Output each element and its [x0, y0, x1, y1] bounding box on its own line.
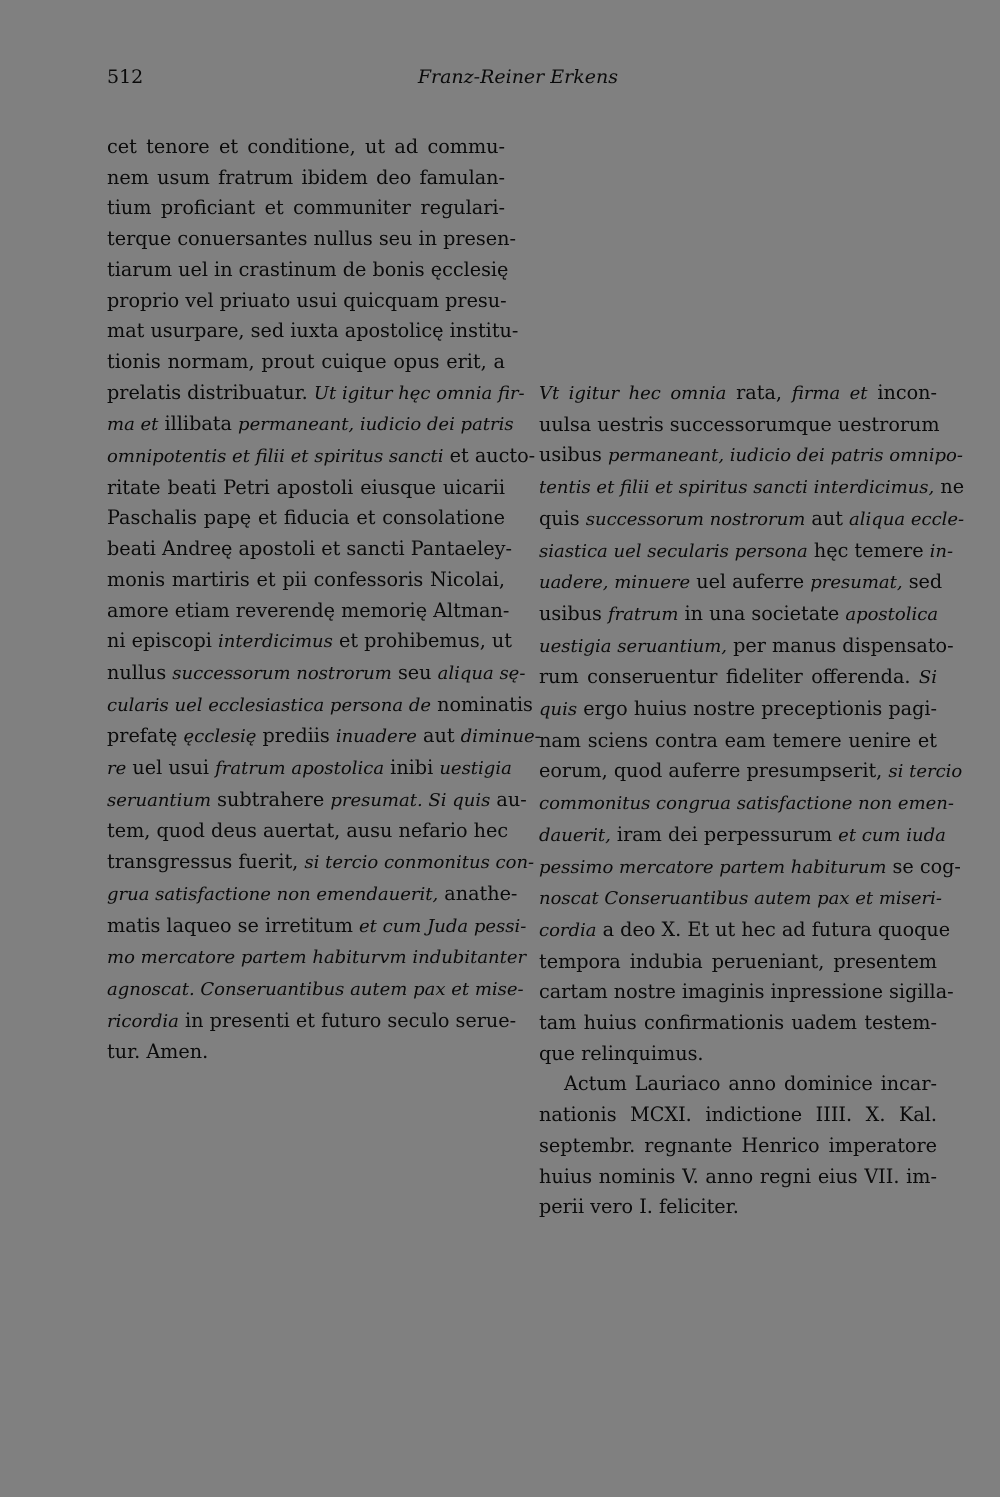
text-segment: prediis	[256, 724, 336, 748]
italic-segment: omnipotentis et filii et spiritus sancti	[107, 446, 444, 468]
text-segment: tempora indubia perueniant, presentem	[539, 949, 937, 973]
italic-segment: permaneant, iudicio dei patris	[238, 414, 514, 436]
italic-segment: uestigia seruantium,	[539, 635, 727, 657]
text-line	[539, 504, 965, 536]
text-segment: cet tenore et conditione, ut ad commu-	[107, 135, 505, 158]
italic-segment: mo mercatore partem habiturvm indubitanter	[107, 947, 527, 969]
text-line	[107, 658, 526, 690]
italic-segment: aliqua eccle-	[849, 508, 965, 530]
text-line	[539, 694, 937, 726]
text-line	[539, 631, 954, 663]
text-segment: monis martiris et pii confessoris Nicolai,	[107, 567, 505, 591]
text-line	[539, 1100, 937, 1131]
text-segment: rata,	[726, 381, 792, 404]
text-segment: huius nominis V. anno regni eius VII. im-	[539, 1164, 937, 1188]
text-segment: beati Andreę apostoli et sancti Pantaeley-	[107, 537, 512, 561]
text-line	[107, 721, 541, 753]
italic-segment: ricordia	[107, 1010, 179, 1032]
text-line	[107, 1006, 517, 1038]
text-segment: rum conseruentur fideliter offerenda.	[539, 665, 919, 689]
italic-segment: ma et	[107, 414, 159, 436]
page-number: 512	[107, 66, 144, 88]
text-line	[539, 915, 951, 947]
text-line	[539, 1069, 937, 1100]
text-segment: se cog-	[886, 854, 961, 878]
text-line	[539, 852, 961, 884]
text-line	[107, 785, 527, 817]
text-segment: nem usum fratrum ibidem deo famulan-	[107, 165, 505, 189]
italic-segment: grua satisfactione non emendauerit,	[107, 883, 439, 905]
text-segment: ritate beati Petri apostoli eiusque uicarii	[107, 475, 505, 499]
italic-segment: successorum nostrorum	[172, 662, 392, 684]
text-line	[539, 1192, 937, 1223]
italic-segment: fratrum	[607, 603, 679, 625]
text-line	[539, 440, 963, 472]
text-segment: incon-	[867, 381, 937, 404]
text-segment: nationis MCXI. indictione IIII. X. Kal.	[539, 1103, 937, 1127]
text-line	[107, 974, 524, 1006]
text-line	[539, 1008, 937, 1039]
text-segment: tam huius confirmationis uadem testem-	[539, 1011, 937, 1035]
italic-segment: successorum nostrorum	[585, 508, 806, 530]
text-segment: mat usurpare, sed iuxta apostolicę institu-	[107, 319, 519, 343]
text-segment: terque conuersantes nullus seu in presen-	[107, 227, 516, 251]
text-line	[539, 788, 954, 820]
text-line	[539, 410, 940, 441]
text-segment: ni episcopi	[107, 629, 219, 653]
text-line	[107, 163, 505, 194]
text-line	[107, 690, 533, 722]
text-segment: au-	[490, 787, 527, 811]
text-line	[107, 409, 514, 441]
italic-segment: si tercio	[888, 761, 963, 783]
text-segment: perii vero I. feliciter.	[539, 1195, 739, 1219]
italic-segment: Ut igitur hęc omnia fir-	[313, 382, 525, 404]
text-segment: aut	[416, 724, 461, 748]
text-segment: aut	[805, 506, 850, 530]
text-segment: Actum Lauriaco anno dominice incar-	[564, 1072, 937, 1096]
text-segment: usibus	[539, 601, 608, 625]
text-line	[107, 596, 510, 627]
text-line	[539, 883, 943, 915]
italic-segment: quis	[539, 699, 578, 721]
text-line	[107, 847, 535, 879]
text-line	[107, 942, 527, 974]
text-line	[539, 662, 937, 694]
text-segment: seu	[391, 660, 438, 684]
text-line	[539, 726, 937, 757]
text-line	[107, 1037, 505, 1068]
italic-segment: uestigia	[439, 758, 512, 780]
text-segment: subtrahere	[211, 787, 331, 811]
text-segment: cartam nostre imaginis inpressione sigilla-	[539, 980, 954, 1004]
text-line	[539, 567, 943, 599]
italic-segment: in-	[929, 540, 954, 562]
text-segment: et aucto-	[443, 444, 536, 468]
text-segment: ergo huius nostre preceptionis pagi-	[577, 697, 937, 721]
italic-segment: cordia	[539, 919, 597, 941]
text-segment: usibus	[539, 443, 608, 467]
italic-segment: tentis et filii et spiritus sancti interdicimus,	[539, 477, 935, 499]
italic-segment: ęcclesię	[183, 726, 257, 748]
text-segment: uel auferre	[690, 570, 811, 594]
text-line	[539, 1039, 937, 1070]
left-column-text	[107, 132, 541, 1068]
text-segment: ne	[934, 475, 965, 499]
text-line	[107, 347, 505, 378]
text-segment: in una societate	[678, 601, 846, 625]
text-segment: tem, quod deus auertat, ausu nefario hec	[107, 819, 509, 843]
running-title: Franz-Reiner Erkens	[417, 66, 618, 88]
italic-segment: Vt igitur hec omnia	[539, 383, 727, 404]
text-segment: hęc temere	[807, 538, 930, 562]
italic-segment: presumat,	[810, 572, 903, 594]
italic-segment: et cum iuda	[838, 824, 946, 846]
text-segment: tiarum uel in crastinum de bonis ęcclesię	[107, 257, 509, 281]
italic-segment: Si	[918, 667, 937, 689]
italic-segment: apostolica	[845, 603, 939, 625]
italic-segment: interdicimus	[218, 631, 333, 653]
italic-segment: fratrum apostolica	[215, 758, 385, 780]
text-line	[107, 224, 516, 255]
text-line	[539, 756, 963, 788]
text-segment: uulsa uestris successorumque uestrorum	[539, 412, 940, 436]
italic-segment: si tercio conmonitus con-	[304, 852, 535, 874]
text-segment: amore etiam reverendę memorię Altman-	[107, 598, 510, 622]
text-line	[539, 820, 946, 852]
italic-segment: re	[107, 758, 127, 780]
text-segment: prefatę	[107, 724, 184, 748]
italic-segment: cularis uel ecclesiastica persona de	[107, 694, 431, 716]
italic-segment: agnoscat. Conseruantibus autem pax et mise-	[107, 978, 524, 1000]
text-segment: eorum, quod auferre presumpserit,	[539, 759, 889, 783]
italic-segment: permaneant, iudicio dei patris omnipo-	[607, 445, 963, 467]
text-segment: iram dei perpessurum	[610, 822, 839, 846]
italic-segment: pessimo mercatore partem habiturum	[539, 856, 887, 878]
italic-segment: presumat. Si quis	[330, 789, 491, 811]
text-segment: quis	[539, 506, 586, 530]
text-segment: uel usui	[126, 756, 216, 780]
italic-segment: noscat Conseruantibus autem pax et miseri-	[539, 888, 943, 910]
text-segment: tium proficiant et communiter regulari-	[107, 196, 505, 220]
text-segment: transgressus fuerit,	[107, 850, 305, 874]
italic-segment: firma et	[791, 383, 868, 404]
text-line	[107, 473, 505, 504]
page-header	[107, 66, 618, 96]
text-line	[107, 316, 519, 347]
text-segment: nam sciens contra eam temere uenire et	[539, 728, 937, 752]
text-line	[107, 503, 505, 534]
right-column-text	[539, 378, 965, 1223]
text-line	[539, 472, 965, 504]
text-segment: tur. Amen.	[107, 1040, 209, 1064]
text-segment: inibi	[384, 756, 440, 780]
text-line	[107, 879, 518, 911]
text-segment: Paschalis papę et fiducia et consolatione	[107, 506, 505, 530]
text-segment: matis laqueo se irretitum	[107, 913, 359, 937]
text-line	[107, 753, 512, 785]
text-line	[539, 1131, 937, 1162]
text-segment: que relinquimus.	[539, 1041, 704, 1065]
text-segment: prelatis distribuatur.	[107, 380, 314, 404]
text-line	[107, 565, 505, 596]
text-line	[107, 193, 505, 224]
italic-segment: commonitus congrua satisfactione non emen-	[539, 793, 954, 815]
italic-segment: diminue-	[460, 726, 541, 748]
text-segment: illibata	[158, 412, 239, 436]
text-line	[539, 378, 937, 410]
text-line	[539, 536, 954, 568]
text-segment: nominatis	[431, 692, 533, 716]
text-segment: et prohibemus, ut	[332, 629, 512, 653]
text-segment: a deo X. Et ut hec ad futura quoque	[596, 917, 951, 941]
italic-segment: uadere, minuere	[539, 572, 691, 594]
text-segment: in presenti et futuro seculo serue-	[178, 1008, 517, 1032]
text-line	[107, 911, 527, 943]
text-line	[107, 816, 509, 847]
text-line	[107, 534, 512, 565]
text-line	[107, 286, 505, 317]
text-line	[107, 132, 505, 163]
text-segment: proprio vel priuato usui quicquam presu-	[107, 288, 507, 312]
text-line	[539, 977, 954, 1008]
text-line	[107, 255, 509, 286]
italic-segment: seruantium	[107, 789, 212, 811]
text-line	[539, 1162, 937, 1193]
italic-segment: aliqua sę-	[437, 662, 526, 684]
text-segment: septembr. regnante Henrico imperatore	[539, 1133, 937, 1157]
text-line	[107, 441, 536, 473]
text-segment: tionis normam, prout cuique opus erit, a	[107, 349, 505, 373]
italic-segment: et cum Juda pessi-	[359, 915, 527, 937]
italic-segment: inuadere	[335, 726, 417, 748]
text-segment: sed	[902, 570, 943, 594]
italic-segment: siastica uel secularis persona	[539, 540, 808, 562]
text-line	[107, 378, 525, 410]
italic-segment: dauerit,	[539, 824, 611, 846]
text-line	[539, 947, 937, 978]
text-line	[107, 626, 512, 658]
text-line	[539, 599, 937, 631]
text-segment: per manus dispensato-	[727, 633, 954, 657]
text-segment: nullus	[107, 660, 173, 684]
text-segment: anathe-	[438, 881, 518, 905]
